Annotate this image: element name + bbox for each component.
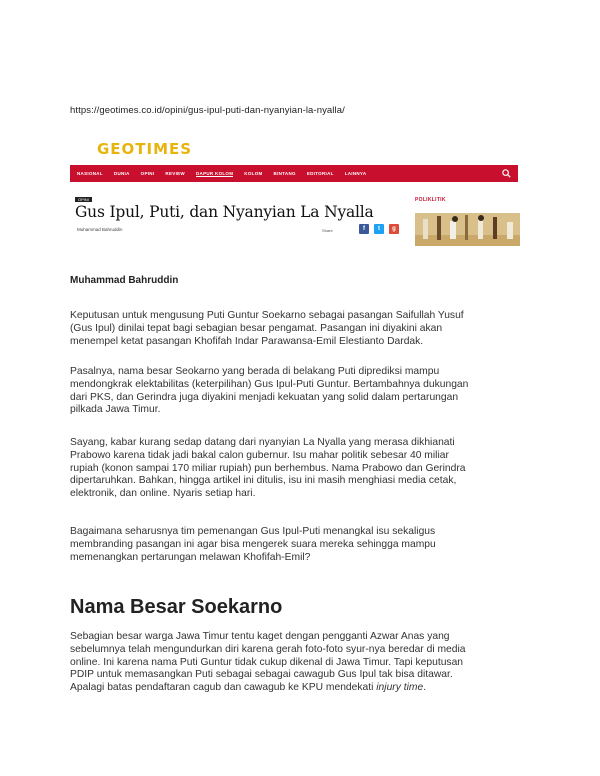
paragraph-line: (Gus Ipul) dinilai tepat bagi sebagian besar pengamat. Pasangan ini diyakini akan: [70, 322, 443, 334]
nav-item-dunia[interactable]: DUNIA: [113, 171, 130, 176]
paragraph-3: [70, 437, 540, 501]
nav-item-lainnya[interactable]: LAINNYA: [344, 171, 367, 176]
paragraph-line: dari PKS, dan Gerindra juga diyakini menjadi kekuatan yang solid dalam pertarungan: [70, 391, 459, 403]
sidebar-cartoon-image[interactable]: [415, 213, 520, 246]
source-url[interactable]: https://geotimes.co.id/opini/gus-ipul-puti-dan-nyanyian-la-nyalla/: [70, 105, 345, 116]
paragraph-line: online. Ini karena nama Puti Guntur tidak cukup dikenal di Jawa Timur. Tapi keputusan: [70, 656, 464, 668]
paragraph-line: pilkada Jawa Timur.: [70, 404, 161, 416]
section-heading: Nama Besar Soekarno: [70, 596, 283, 618]
paragraph-line: membranding pasangan ini agar bisa mengerek suara mereka sehingga mampu: [70, 538, 436, 550]
category-tag[interactable]: OPINI: [75, 197, 92, 202]
facebook-share-button[interactable]: [359, 224, 369, 234]
paragraph-line: PDIP untuk memasangkan Puti sebagai sebagai cawagub Gus Ipul tak bisa ditawar.: [70, 669, 453, 681]
paragraph-line-last: [70, 682, 540, 695]
twitter-share-button[interactable]: [374, 224, 384, 234]
paragraph-line: sebelumnya telah mengundurkan diri karena gerah foto-foto syur-nya beredar di media: [70, 643, 466, 655]
paragraph-line: menempel ketat pasangan Khofifah Indar Parawansa-Emil Elestianto Dardak.: [70, 335, 424, 347]
paragraph-line: rupiah (konon sampai 170 miliar rupiah) pun berhembus. Nama Prabowo dan Gerindra: [70, 462, 466, 474]
google-plus-share-button[interactable]: [389, 224, 399, 234]
paragraph-4: [70, 526, 540, 564]
paragraph-1: [70, 310, 540, 348]
paragraph-line: elektronik, dan online. Nyaris setiap hari.: [70, 488, 256, 500]
nav-item-review[interactable]: REVIEW: [165, 171, 185, 176]
paragraph-line: Prabowo karena tidak jadi bakal calon gubernur. Isu mahar politik sebesar 40 miliar: [70, 449, 449, 461]
paragraph-period: .: [423, 682, 427, 694]
nav-item-nasional[interactable]: NASIONAL: [77, 171, 103, 176]
share-label: Share: [322, 228, 333, 233]
article-byline[interactable]: Muhammad Bahruddin: [77, 227, 123, 232]
article-headline: Gus Ipul, Puti, dan Nyanyian La Nyalla: [75, 203, 374, 221]
sidebar-title[interactable]: POLIKLITIK: [415, 197, 446, 203]
article-author: Muhammad Bahruddin: [70, 275, 179, 286]
google-plus-icon: g: [392, 226, 396, 232]
nav-item-dapur-kolom[interactable]: DAPUR KOLOM: [195, 170, 234, 176]
paragraph-line: Sayang, kabar kurang sedap datang dari nyanyian La Nyalla yang merasa dikhianati: [70, 437, 455, 448]
nav-item-editorial[interactable]: EDITORIAL: [306, 171, 334, 176]
site-logo[interactable]: GEOTIMES: [97, 140, 193, 158]
nav-item-opini[interactable]: OPINI: [140, 171, 155, 176]
nav-item-kolom[interactable]: KOLOM: [244, 171, 263, 176]
paragraph-line: Sebagian besar warga Jawa Timur tentu kaget dengan pengganti Azwar Anas yang: [70, 631, 450, 642]
facebook-icon: f: [363, 226, 365, 232]
paragraph-line: Keputusan untuk mengusung Puti Guntur Soekarno sebagai pasangan Saifullah Yusuf: [70, 310, 464, 321]
paragraph-line: Bagaimana seharusnya tim pemenangan Gus Ipul-Puti menangkal isu sekaligus: [70, 526, 436, 537]
nav-bar: [70, 165, 518, 182]
paragraph-line: memenangkan pertarungan melawan Khofifah-Emil?: [70, 551, 311, 563]
paragraph-line: dipertaruhkan. Bahkan, hingga artikel ini ditulis, isu ini masih menghiasi media cetak,: [70, 475, 457, 487]
twitter-icon: t: [378, 226, 380, 232]
paragraph-2: [70, 366, 540, 417]
paragraph-line: mendongkrak elektabilitas (keterpilihan) Gus Ipul-Puti Guntur. Bertambahnya dukungan: [70, 378, 469, 390]
paragraph-line: Pasalnya, nama besar Seokarno yang berada di belakang Puti diprediksi mampu: [70, 366, 440, 377]
nav-item-bintang[interactable]: BINTANG: [273, 171, 296, 176]
search-icon[interactable]: [501, 168, 512, 179]
paragraph-5: [70, 631, 540, 695]
italic-phrase: injury time: [376, 682, 424, 694]
paragraph-text: Apalagi batas pendaftaran cagub dan cawagub ke KPU mendekati: [70, 682, 377, 694]
